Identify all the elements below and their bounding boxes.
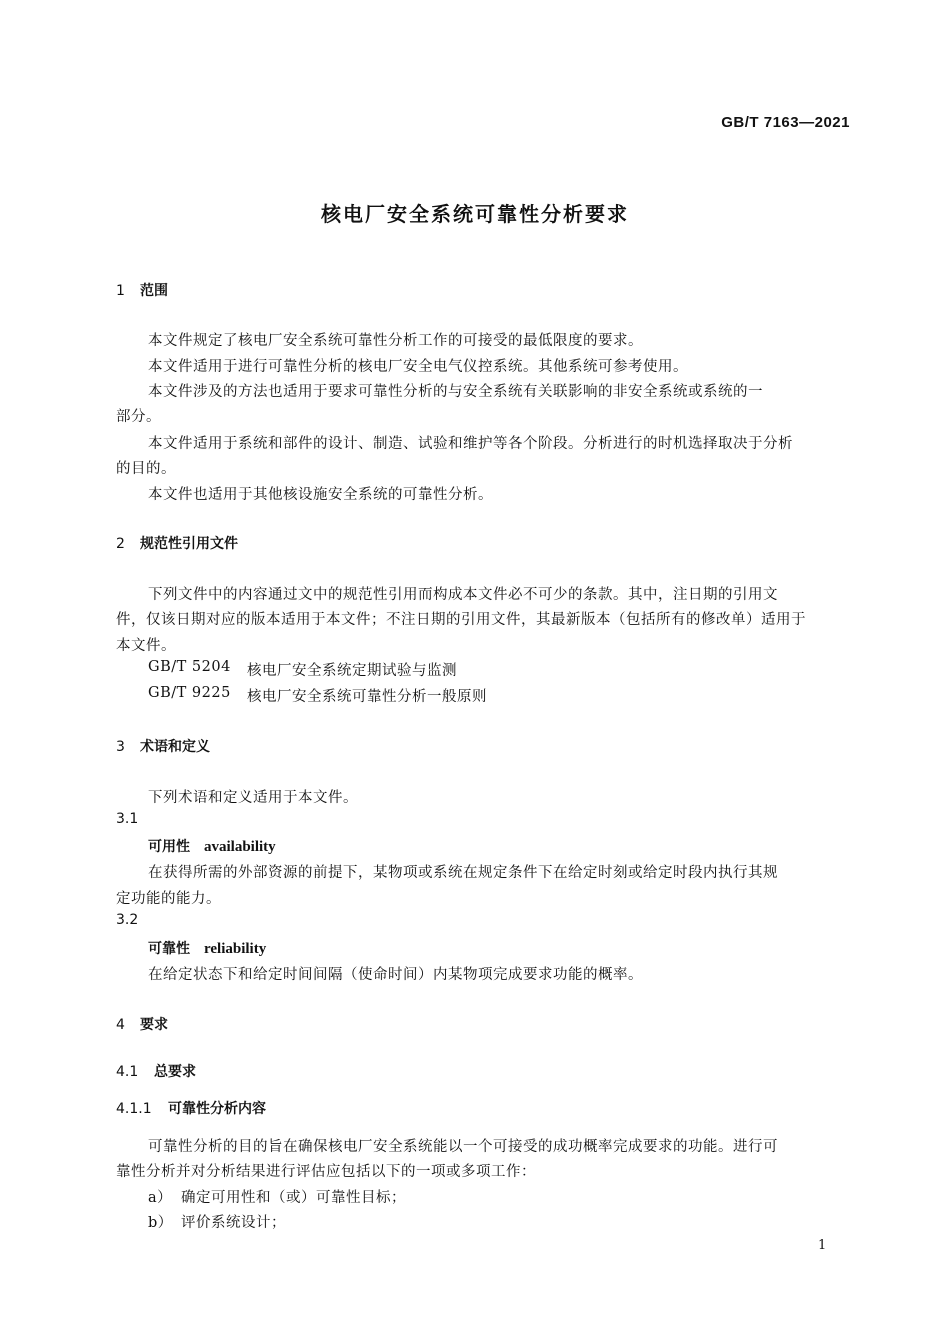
document-title: 核电厂安全系统可靠性分析要求 bbox=[321, 202, 629, 226]
reference-title: 核电厂安全系统可靠性分析一般原则 bbox=[247, 689, 487, 705]
list-item-text: 评价系统设计； bbox=[181, 1215, 286, 1231]
term-entry bbox=[148, 938, 266, 958]
paragraph: 下列文件中的内容通过文中的规范性引用而构成本文件必不可少的条款。其中，注日期的引用文 bbox=[148, 587, 778, 603]
term-definition: 在给定状态下和给定时间间隔（使命时间）内某物项完成要求功能的概率。 bbox=[148, 967, 643, 983]
term-chinese: 可用性 bbox=[148, 839, 190, 855]
term-number: 3.1 bbox=[116, 811, 139, 827]
subsection-number: 4.1.1 bbox=[116, 1101, 152, 1117]
paragraph: 本文件涉及的方法也适用于要求可靠性分析的与安全系统有关联影响的非安全系统或系统的一 bbox=[148, 384, 763, 400]
section-number: 2 bbox=[116, 536, 125, 552]
term-definition-continuation: 定功能的能力。 bbox=[116, 891, 221, 907]
subsection-title: 可靠性分析内容 bbox=[168, 1101, 266, 1117]
section-1-heading bbox=[116, 280, 168, 300]
term-number: 3.2 bbox=[116, 912, 139, 928]
page-number: 1 bbox=[818, 1238, 827, 1253]
section-number: 4 bbox=[116, 1017, 125, 1033]
term-english: availability bbox=[204, 839, 276, 855]
section-number: 1 bbox=[116, 283, 125, 299]
subsection-title: 总要求 bbox=[154, 1064, 196, 1080]
term-definition: 在获得所需的外部资源的前提下，某物项或系统在规定条件下在给定时刻或给定时段内执行其规 bbox=[148, 865, 778, 881]
paragraph: 本文件规定了核电厂安全系统可靠性分析工作的可接受的最低限度的要求。 bbox=[148, 333, 643, 349]
term-entry bbox=[148, 836, 276, 856]
list-item-label: b） bbox=[148, 1215, 173, 1231]
subsection-4-1-1-heading bbox=[116, 1098, 266, 1118]
section-title: 术语和定义 bbox=[140, 739, 210, 755]
list-item-text: 确定可用性和（或）可靠性目标； bbox=[181, 1190, 406, 1206]
reference-code: GB/T 5204 bbox=[148, 659, 231, 675]
paragraph: 下列术语和定义适用于本文件。 bbox=[148, 790, 358, 806]
paragraph: 本文件适用于系统和部件的设计、制造、试验和维护等各个阶段。分析进行的时机选择取决于分析 bbox=[148, 436, 793, 452]
section-title: 规范性引用文件 bbox=[140, 536, 238, 552]
paragraph-continuation: 部分。 bbox=[116, 409, 161, 425]
reference-title: 核电厂安全系统定期试验与监测 bbox=[247, 663, 457, 679]
section-2-heading bbox=[116, 533, 238, 553]
term-chinese: 可靠性 bbox=[148, 941, 190, 957]
term-english: reliability bbox=[204, 941, 267, 957]
paragraph: 本文件适用于进行可靠性分析的核电厂安全电气仪控系统。其他系统可参考使用。 bbox=[148, 359, 688, 375]
paragraph: 本文件也适用于其他核设施安全系统的可靠性分析。 bbox=[148, 487, 493, 503]
standard-number: GB/T 7163—2021 bbox=[721, 114, 850, 131]
section-title: 要求 bbox=[140, 1017, 168, 1033]
subsection-number: 4.1 bbox=[116, 1064, 139, 1080]
reference-code: GB/T 9225 bbox=[148, 685, 231, 701]
paragraph-continuation: 件，仅该日期对应的版本适用于本文件；不注日期的引用文件，其最新版本（包括所有的修改单）适用于 bbox=[116, 612, 806, 628]
paragraph-continuation: 靠性分析并对分析结果进行评估应包括以下的一项或多项工作： bbox=[116, 1164, 536, 1180]
list-item-label: a） bbox=[148, 1190, 173, 1206]
section-number: 3 bbox=[116, 739, 125, 755]
paragraph: 可靠性分析的目的旨在确保核电厂安全系统能以一个可接受的成功概率完成要求的功能。进行可 bbox=[148, 1139, 778, 1155]
paragraph-continuation: 的目的。 bbox=[116, 461, 176, 477]
section-3-heading bbox=[116, 736, 210, 756]
paragraph-continuation: 本文件。 bbox=[116, 638, 176, 654]
section-4-heading bbox=[116, 1014, 168, 1034]
section-title: 范围 bbox=[140, 283, 168, 299]
subsection-4-1-heading bbox=[116, 1061, 196, 1081]
